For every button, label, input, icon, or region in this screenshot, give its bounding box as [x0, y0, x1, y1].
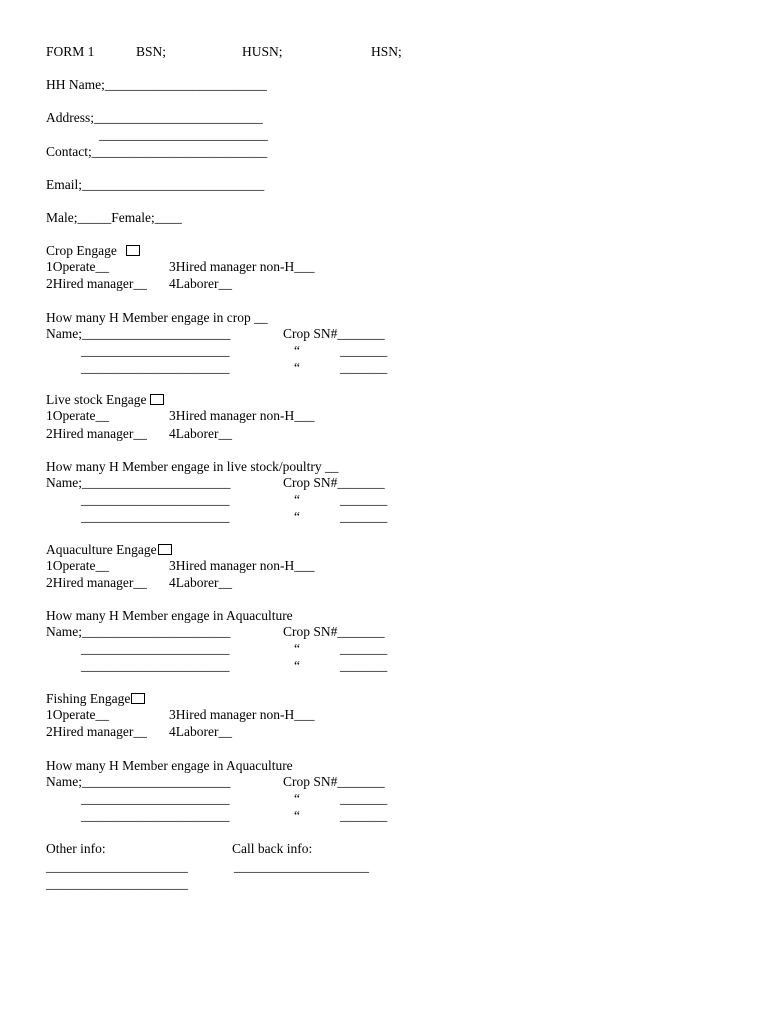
member-name-blank[interactable]: ______________________: [81, 808, 230, 823]
member-name-field[interactable]: Name;______________________: [46, 326, 231, 341]
member-count-question[interactable]: How many H Member engage in Aquaculture: [46, 608, 293, 623]
crop-sn-field[interactable]: Crop SN#_______: [283, 774, 385, 789]
option-hired-manager[interactable]: 2Hired manager__: [46, 426, 147, 441]
member-name-field[interactable]: Name;______________________: [46, 774, 231, 789]
member-count-question[interactable]: How many H Member engage in crop __: [46, 310, 268, 325]
crop-sn-blank[interactable]: _______: [340, 492, 388, 507]
other-info-label: Other info:: [46, 841, 106, 856]
option-operate[interactable]: 1Operate__: [46, 408, 109, 423]
member-name-blank[interactable]: ______________________: [81, 791, 230, 806]
crop-sn-field[interactable]: Crop SN#_______: [283, 624, 385, 639]
member-name-field[interactable]: Name;______________________: [46, 475, 231, 490]
address-field[interactable]: Address;_________________________: [46, 110, 263, 125]
ditto-mark: “: [294, 641, 300, 656]
ditto-mark: “: [294, 343, 300, 358]
option-operate[interactable]: 1Operate__: [46, 259, 109, 274]
crop-sn-blank[interactable]: _______: [340, 509, 388, 524]
hsn-label: HSN;: [371, 44, 402, 59]
option-hired-manager-non-h[interactable]: 3Hired manager non-H___: [169, 707, 315, 722]
option-hired-manager-non-h[interactable]: 3Hired manager non-H___: [169, 408, 315, 423]
other-info-field[interactable]: _____________________: [46, 859, 188, 874]
call-back-info-field[interactable]: ____________________: [234, 859, 369, 874]
ditto-mark: “: [294, 658, 300, 673]
option-hired-manager-non-h[interactable]: 3Hired manager non-H___: [169, 558, 315, 573]
section-title-crop: [46, 243, 140, 259]
ditto-mark: “: [294, 492, 300, 507]
crop-sn-blank[interactable]: _______: [340, 791, 388, 806]
contact-field[interactable]: Contact;__________________________: [46, 144, 268, 159]
section-title-fishing: [46, 691, 145, 707]
section-title-text: Aquaculture Engage: [46, 542, 157, 557]
option-laborer[interactable]: 4Laborer__: [169, 426, 232, 441]
crop-sn-blank[interactable]: _______: [340, 360, 388, 375]
option-hired-manager[interactable]: 2Hired manager__: [46, 724, 147, 739]
call-back-info-label: Call back info:: [232, 841, 313, 856]
option-laborer[interactable]: 4Laborer__: [169, 724, 232, 739]
aquaculture-engage-checkbox[interactable]: [158, 544, 172, 555]
husn-label: HUSN;: [242, 44, 283, 59]
option-laborer[interactable]: 4Laborer__: [169, 276, 232, 291]
ditto-mark: “: [294, 360, 300, 375]
option-hired-manager[interactable]: 2Hired manager__: [46, 276, 147, 291]
option-hired-manager-non-h[interactable]: 3Hired manager non-H___: [169, 259, 315, 274]
member-name-blank[interactable]: ______________________: [81, 658, 230, 673]
section-title-text: Live stock Engage: [46, 392, 147, 407]
crop-engage-checkbox[interactable]: [126, 245, 140, 256]
email-field[interactable]: Email;___________________________: [46, 177, 265, 192]
member-name-blank[interactable]: ______________________: [81, 641, 230, 656]
option-operate[interactable]: 1Operate__: [46, 558, 109, 573]
member-name-blank[interactable]: ______________________: [81, 360, 230, 375]
section-title-text: Fishing Engage: [46, 691, 131, 706]
member-name-blank[interactable]: ______________________: [81, 509, 230, 524]
bsn-label: BSN;: [136, 44, 167, 59]
livestock-engage-checkbox[interactable]: [150, 394, 164, 405]
option-operate[interactable]: 1Operate__: [46, 707, 109, 722]
hh-name-field[interactable]: HH Name;________________________: [46, 77, 267, 92]
form-number: FORM 1: [46, 44, 95, 59]
crop-sn-blank[interactable]: _______: [340, 343, 388, 358]
other-info-field-line2[interactable]: _____________________: [46, 876, 188, 891]
section-title-aquaculture: [46, 542, 172, 558]
ditto-mark: “: [294, 509, 300, 524]
ditto-mark: “: [294, 808, 300, 823]
crop-sn-blank[interactable]: _______: [340, 808, 388, 823]
crop-sn-field[interactable]: Crop SN#_______: [283, 475, 385, 490]
crop-sn-blank[interactable]: _______: [340, 658, 388, 673]
member-name-blank[interactable]: ______________________: [81, 492, 230, 507]
crop-sn-field[interactable]: Crop SN#_______: [283, 326, 385, 341]
section-title-livestock: [46, 392, 164, 408]
member-count-question[interactable]: How many H Member engage in live stock/poultry __: [46, 459, 339, 474]
member-count-question[interactable]: How many H Member engage in Aquaculture: [46, 758, 293, 773]
member-name-blank[interactable]: ______________________: [81, 343, 230, 358]
option-laborer[interactable]: 4Laborer__: [169, 575, 232, 590]
section-title-text: Crop Engage: [46, 243, 117, 258]
member-name-field[interactable]: Name;______________________: [46, 624, 231, 639]
gender-field[interactable]: Male;_____Female;____: [46, 210, 182, 225]
option-hired-manager[interactable]: 2Hired manager__: [46, 575, 147, 590]
address-line2-field[interactable]: _________________________: [99, 127, 268, 142]
crop-sn-blank[interactable]: _______: [340, 641, 388, 656]
fishing-engage-checkbox[interactable]: [131, 693, 145, 704]
ditto-mark: “: [294, 791, 300, 806]
